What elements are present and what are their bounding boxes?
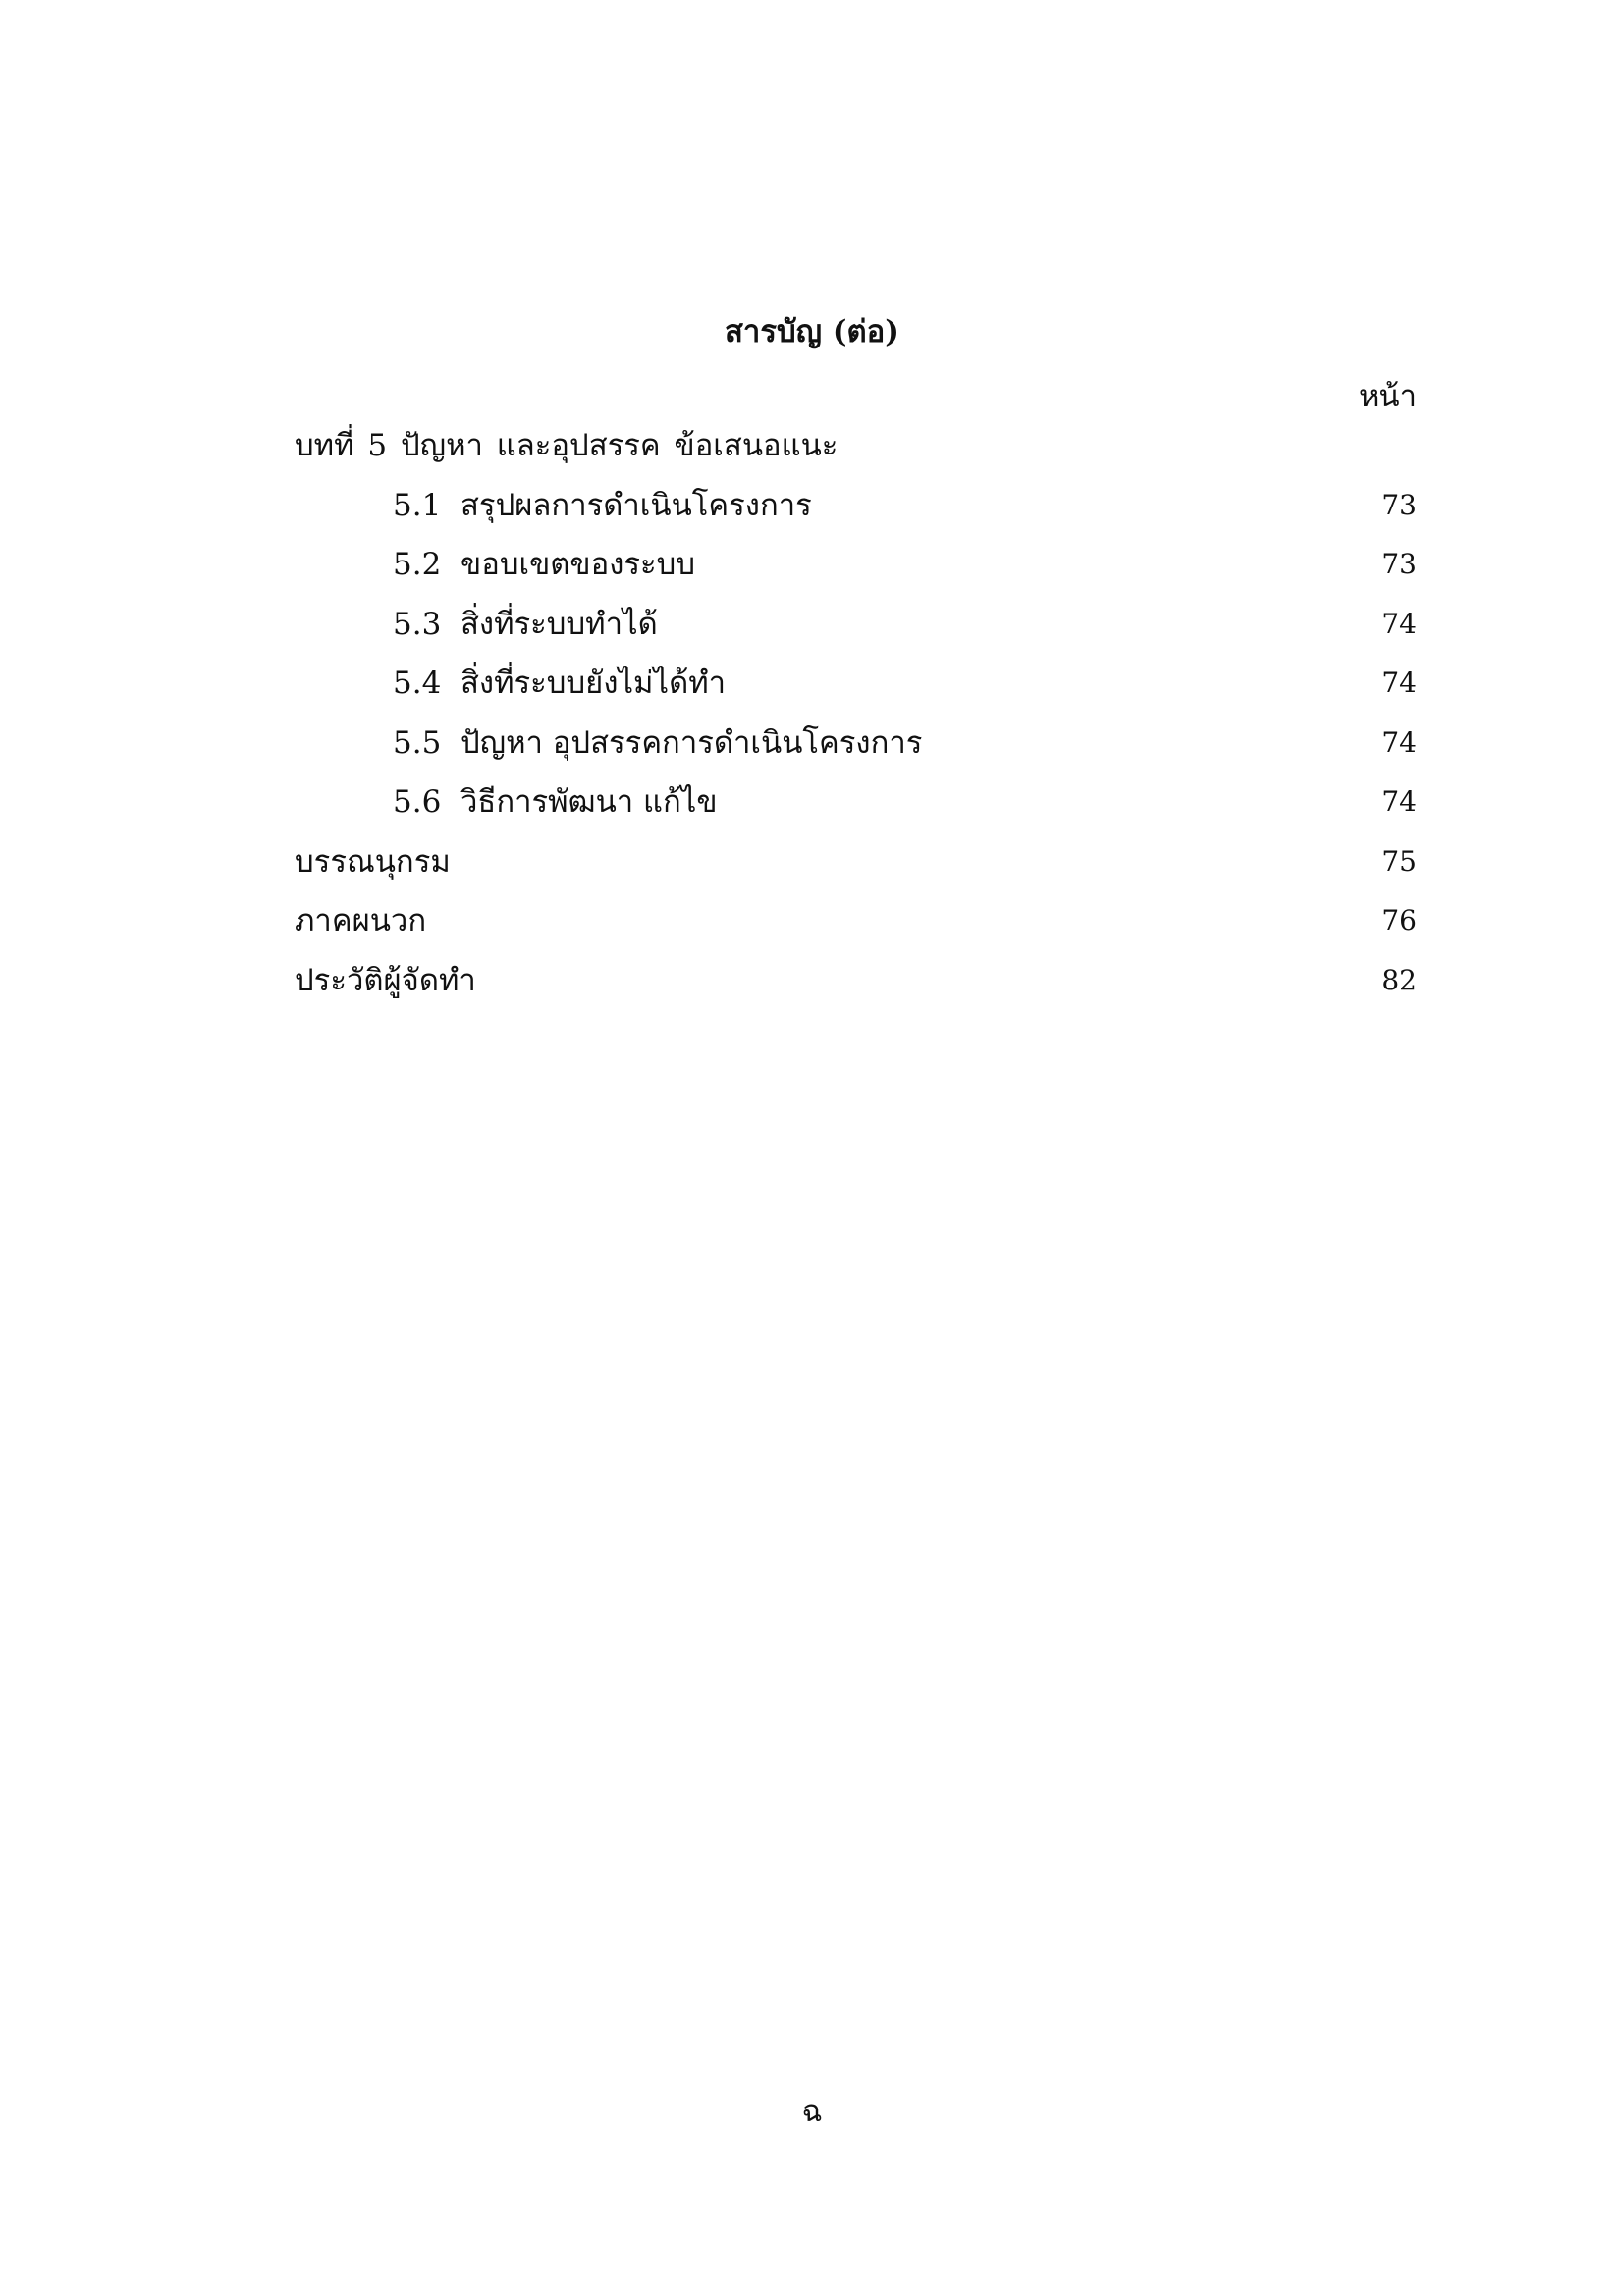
toc-section-row [295, 721, 1417, 781]
page-footer-number: ฉ [801, 2094, 823, 2129]
toc-section-row [295, 603, 1417, 663]
toc-chapter-label: บทที่ 5 ปัญหา และอุปสรรค ข้อเสนอแนะ [295, 428, 839, 463]
toc-page-number: 74 [1381, 785, 1417, 818]
toc-page-number: 74 [1381, 607, 1417, 640]
toc-section-row [295, 662, 1417, 721]
toc-page-number: 74 [1381, 667, 1417, 699]
toc-section-label: 5.4 สิ่งที่ระบบยังไม่ได้ทำ [393, 666, 727, 701]
toc-section-label: 5.2 ขอบเขตของระบบ [393, 547, 696, 582]
toc-bibliography-label: บรรณนุกรม [295, 843, 451, 880]
toc-page-number: 82 [1381, 963, 1417, 996]
toc-end-matter-row [295, 959, 1417, 1019]
toc-section-row [295, 780, 1417, 840]
toc-section-label: 5.6 วิธีการพัฒนา แก้ไข [393, 784, 718, 820]
page-title: สารบัญ (ต่อ) [725, 314, 899, 349]
table-of-contents [295, 424, 1417, 1018]
toc-page-number: 73 [1381, 488, 1417, 521]
toc-section-label: 5.5 ปัญหา อุปสรรคการดำเนินโครงการ [393, 724, 923, 761]
toc-appendix-label: ภาคผนวก [295, 903, 427, 938]
toc-section-label: 5.3 สิ่งที่ระบบทำได้ [393, 606, 658, 642]
toc-section-row [295, 484, 1417, 544]
toc-page-number: 76 [1381, 904, 1417, 936]
toc-author-bio-label: ประวัติผู้จัดทำ [295, 962, 476, 998]
toc-chapter-row [295, 424, 1417, 484]
toc-page-number: 74 [1381, 725, 1417, 759]
toc-end-matter-row [295, 840, 1417, 900]
toc-page-number: 75 [1381, 844, 1417, 878]
page-column-header: หน้า [1358, 379, 1417, 414]
toc-section-row [295, 543, 1417, 603]
toc-section-label: 5.1 สรุปผลการดำเนินโครงการ [393, 487, 812, 523]
toc-page-number: 73 [1381, 548, 1417, 580]
toc-end-matter-row [295, 899, 1417, 959]
